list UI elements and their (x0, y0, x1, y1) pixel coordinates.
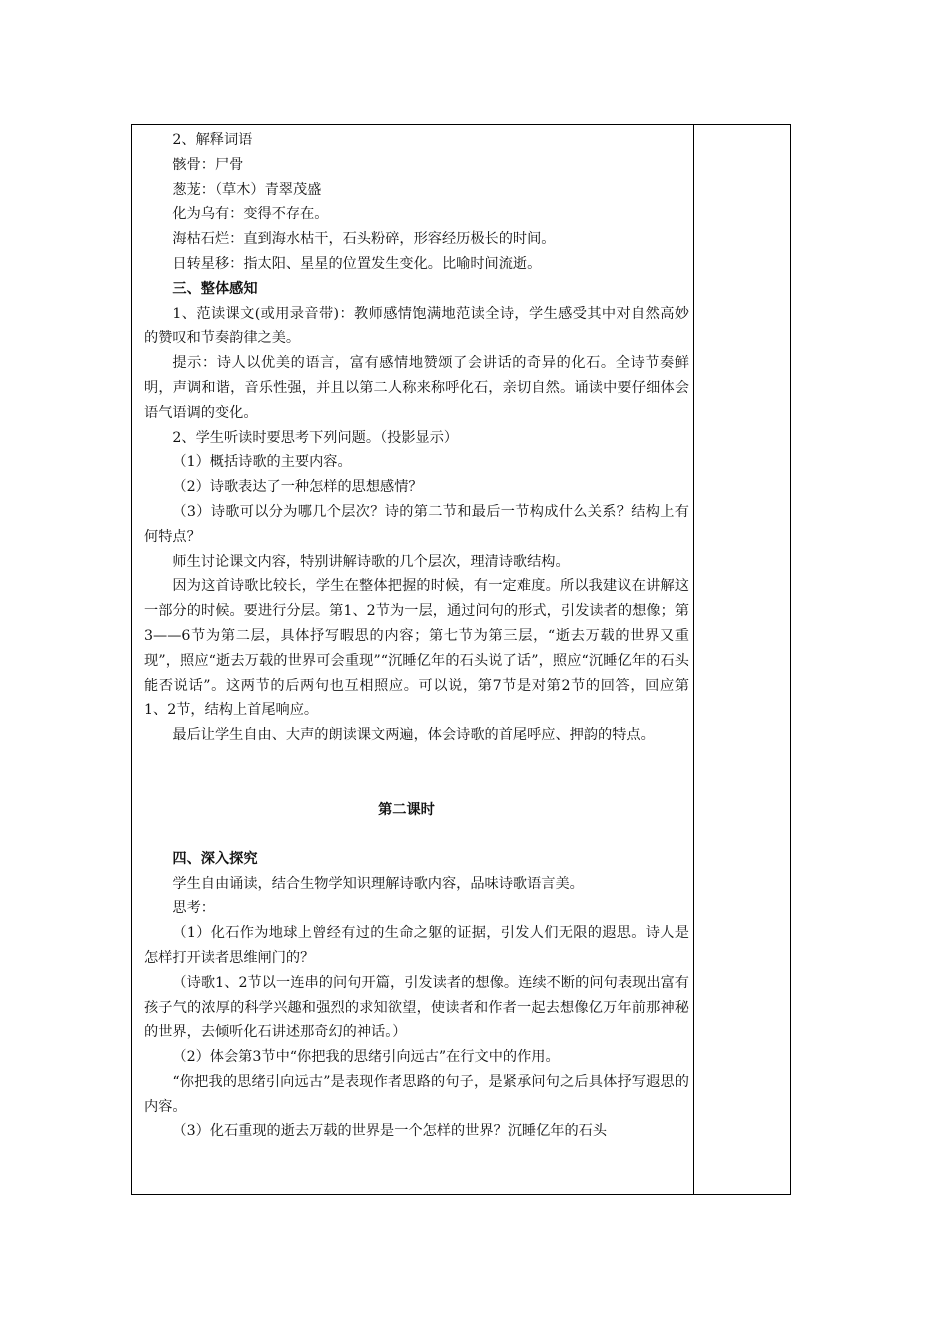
paragraph: 学生自由诵读，结合生物学知识理解诗歌内容，品味诗歌语言美。 (172, 875, 584, 892)
section-heading: 四、深入探究 (172, 850, 258, 867)
answer-paragraph: “你把我的思绪引向远古”是表现作者思路的句子，是紧承问句之后具体抒写遐思的内容。 (144, 1073, 689, 1115)
paragraph: 师生讨论课文内容，特别讲解诗歌的几个层次，理清诗歌结构。 (172, 553, 570, 570)
question-item: （1）化石作为地球上曾经有过的生命之躯的证据，引发人们无限的遐思。诗人是怎样打开读者思维闸门的？ (144, 925, 689, 966)
paragraph: 最后让学生自由、大声的朗读课文两遍，体会诗歌的首尾呼应、押韵的特点。 (172, 727, 655, 744)
question-item: （1）概括诗歌的主要内容。 (172, 454, 352, 471)
question-item: （2）诗歌表达了一种怎样的思想感情？ (172, 479, 423, 496)
paragraph: 因为这首诗歌比较长，学生在整体把握的时候，有一定难度。所以我建议在讲解这一部分的时候。要进行分层。第1、2节为一层，通过问句的形式，引发读者的想像；第3——6节为第二层，具体抒写暇思的内容；第七节为第三层，“逝去万载的世界又重现”，照应“逝去万载的世界可会重现”“沉睡亿年的石头说了话”，照应“沉睡亿年的石头能否说话”。这两节的后两句也互相照应。可以说，第7节是对第2节的回答，回应第1、2节，结构上首尾响应。 (144, 578, 689, 719)
text-line: 葱茏：（草木）青翠茂盛 (172, 181, 322, 198)
paragraph: 思考： (172, 900, 215, 917)
lesson-plan-table (131, 124, 791, 1195)
text-line: 骸骨：尸骨 (172, 156, 244, 173)
paragraph: 1、范读课文(或用录音带)：教师感情饱满地范读全诗，学生感受其中对自然高妙的赞叹和节奏韵律之美。 (144, 305, 689, 347)
text-line: 日转星移：指太阳、星星的位置发生变化。比喻时间流逝。 (172, 255, 542, 272)
question-item: （2）体会第3节中“你把我的思绪引向远古”在行文中的作用。 (172, 1049, 560, 1066)
paragraph: 提示：诗人以优美的语言，富有感情地赞颂了会讲话的奇异的化石。全诗节奏鲜明，声调和谐，音乐性强，并且以第二人称来称呼化石，亲切自然。诵读中要仔细体会语气语调的变化。 (144, 355, 689, 421)
section-heading: 三、整体感知 (172, 280, 258, 297)
text-line: 2、解释词语 (172, 132, 253, 148)
text-line: 化为乌有：变得不存在。 (172, 206, 329, 223)
paragraph: 2、学生听读时要思考下列问题。（投影显示） (172, 429, 459, 446)
question-item: （3）诗歌可以分为哪几个层次？诗的第二节和最后一节构成什么关系？结构上有何特点？ (144, 503, 689, 545)
answer-paragraph: （诗歌1、2节以一连串的问句开篇，引发读者的想像。连续不断的问句表现出富有孩子气的浓厚的科学兴趣和强烈的求知欲望，使读者和作者一起去想像亿万年前那神秘的世界，去倾听化石讲述那奇幻的神话。） (144, 974, 689, 1041)
question-item: （3）化石重现的逝去万载的世界是一个怎样的世界？沉睡亿年的石头 (172, 1123, 608, 1140)
text-line: 海枯石烂：直到海水枯干，石头粉碎，形容经历极长的时间。 (172, 231, 556, 248)
column-divider (693, 125, 694, 1194)
lesson-content (144, 128, 689, 1144)
lesson-title: 第二课时 (378, 801, 435, 818)
